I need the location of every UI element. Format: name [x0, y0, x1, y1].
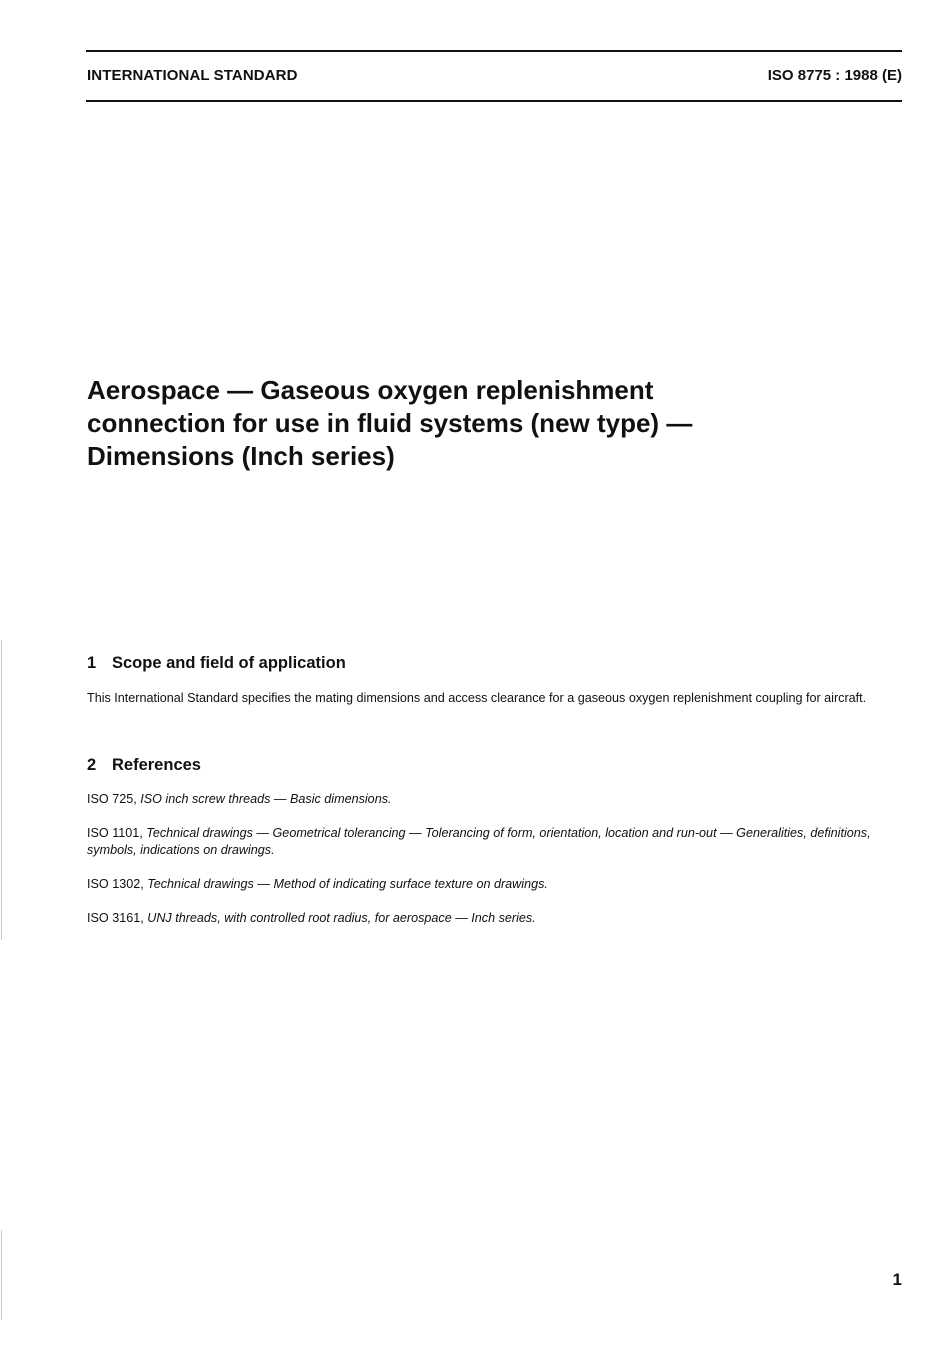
header-bottom-rule	[86, 100, 902, 102]
reference-item	[87, 791, 903, 808]
document-title	[87, 374, 867, 473]
title-line-2: connection for use in fluid systems (new type) —	[87, 408, 693, 438]
document-type-label: INTERNATIONAL STANDARD	[87, 67, 298, 84]
section-number: 2	[87, 756, 97, 774]
reference-code: ISO 1302,	[87, 877, 144, 891]
reference-item	[87, 910, 903, 927]
section-heading-references	[87, 756, 201, 775]
standard-number: ISO 8775 : 1988 (E)	[767, 67, 902, 84]
scope-paragraph: This International Standard specifies the mating dimensions and access clearance for a gaseous oxygen replenishment coupling for aircraft.	[87, 691, 867, 705]
reference-item	[87, 825, 903, 859]
reference-code: ISO 3161,	[87, 911, 144, 925]
section-title: References	[112, 756, 201, 774]
reference-title: Technical drawings — Method of indicating surface texture on drawings.	[147, 877, 548, 891]
section-title: Scope and field of application	[112, 654, 346, 672]
reference-title: ISO inch screw threads — Basic dimensions.	[140, 792, 392, 806]
header-top-rule	[86, 50, 902, 52]
section-number: 1	[87, 654, 97, 672]
scan-edge-mark	[1, 1230, 2, 1320]
reference-code: ISO 725,	[87, 792, 137, 806]
title-line-3: Dimensions (Inch series)	[87, 441, 395, 471]
title-line-1: Aerospace — Gaseous oxygen replenishment	[87, 375, 654, 405]
page-number: 1	[892, 1270, 902, 1289]
reference-title: Technical drawings — Geometrical tolerancing — Tolerancing of form, orientation, location and run-out — Generalities, definitions, symbols, indications on drawings.	[87, 826, 871, 857]
scan-edge-mark	[1, 640, 2, 940]
reference-code: ISO 1101,	[87, 826, 143, 840]
section-heading-scope	[87, 654, 346, 673]
reference-item	[87, 876, 903, 893]
reference-title: UNJ threads, with controlled root radius, for aerospace — Inch series.	[147, 911, 536, 925]
